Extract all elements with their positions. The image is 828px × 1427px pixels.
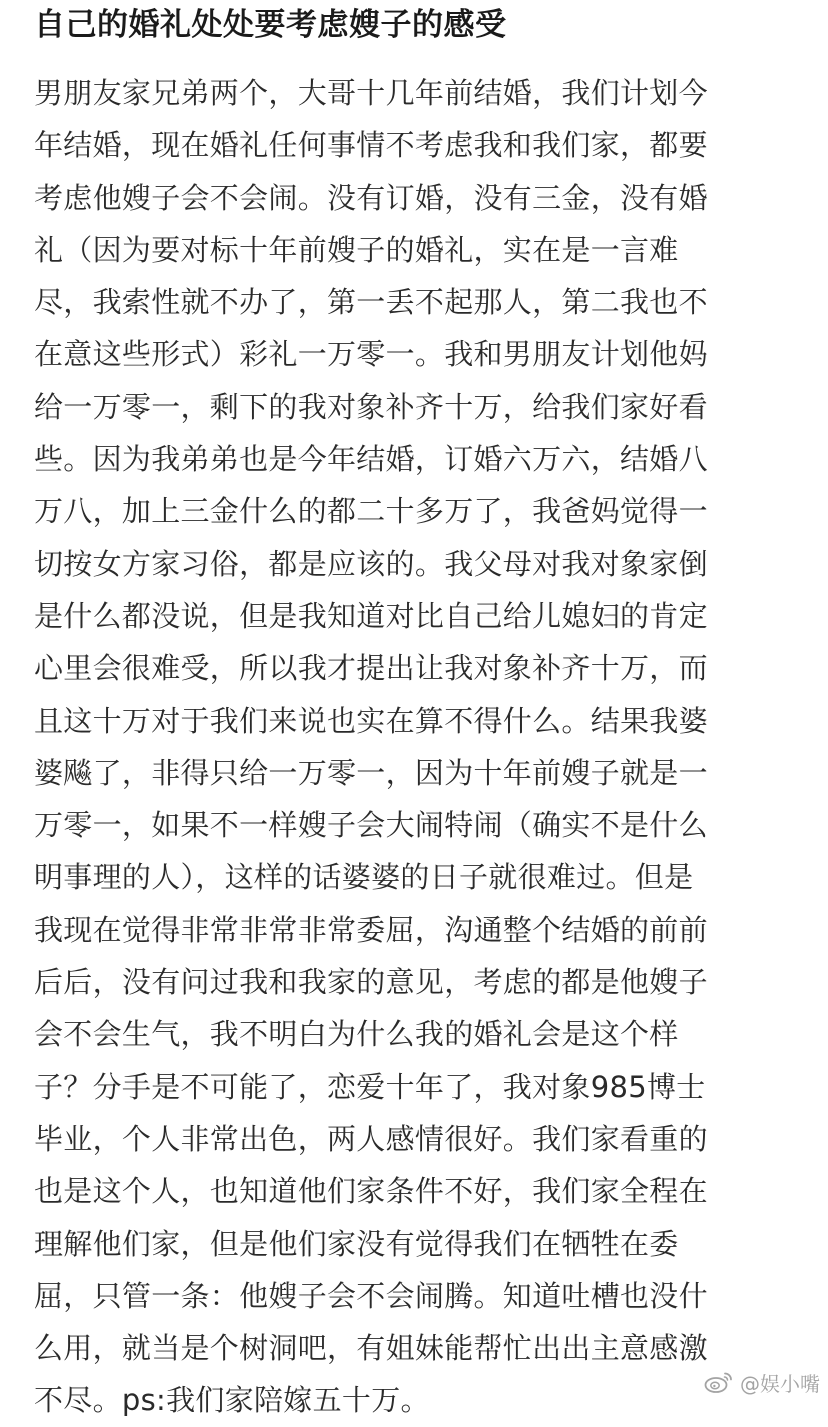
body-line: 也是这个人，也知道他们家条件不好，我们家全程在 — [34, 1174, 708, 1209]
body-line: 万八，加上三金什么的都二十多万了，我爸妈觉得一 — [34, 494, 708, 529]
body-line: 么用，就当是个树洞吧，有姐妹能帮忙出出主意感激 — [34, 1331, 708, 1366]
body-line: 且这十万对于我们来说也实在算不得什么。结果我婆 — [34, 703, 708, 738]
watermark — [704, 1367, 820, 1397]
body-line: 年结婚，现在婚礼任何事情不考虑我和我们家，都要 — [34, 128, 708, 163]
body-line: 男朋友家兄弟两个，大哥十几年前结婚，我们计划今 — [34, 76, 708, 110]
body-line: 明事理的人），这样的话婆婆的日子就很难过。但是 — [34, 860, 694, 895]
body-line: 切按女方家习俗，都是应该的。我父母对我对象家倒 — [34, 546, 708, 581]
body-line: 我现在觉得非常非常非常委屈，沟通整个结婚的前前 — [34, 912, 708, 947]
body-line: 后后，没有问过我和我家的意见，考虑的都是他嫂子 — [34, 965, 708, 1000]
body-line: 婆飚了，非得只给一万零一，因为十年前嫂子就是一 — [34, 755, 708, 790]
body-line: 心里会很难受，所以我才提出让我对象补齐十万，而 — [34, 651, 708, 686]
body-line: 给一万零一，剩下的我对象补齐十万，给我们家好看 — [34, 389, 708, 424]
post-body — [34, 67, 804, 1427]
body-line: 尽，我索性就不办了，第一丢不起那人，第二我也不 — [34, 285, 708, 320]
body-line: 会不会生气，我不明白为什么我的婚礼会是这个样 — [34, 1017, 679, 1052]
body-line: 考虑他嫂子会不会闹。没有订婚，没有三金，没有婚 — [34, 180, 708, 215]
body-line: 在意这些形式）彩礼一万零一。我和男朋友计划他妈 — [34, 337, 708, 372]
body-line: 毕业，个人非常出色，两人感情很好。我们家看重的 — [34, 1121, 708, 1156]
body-line: 理解他们家，但是他们家没有觉得我们在牺牲在委 — [34, 1226, 679, 1261]
watermark-handle: @娱小嘴 — [740, 1371, 820, 1396]
body-line: 子？分手是不可能了，恋爱十年了，我对象985博士 — [34, 1069, 706, 1104]
body-line: 屈，只管一条：他嫂子会不会闹腾。知道吐槽也没什 — [34, 1278, 708, 1313]
body-line: 不尽。ps:我们家陪嫁五十万。 — [34, 1383, 430, 1418]
body-line: 万零一，如果不一样嫂子会大闹特闹（确实不是什么 — [34, 808, 708, 843]
post-title: 自己的婚礼处处要考虑嫂子的感受 — [34, 7, 507, 43]
body-line: 是什么都没说，但是我知道对比自己给儿媳妇的肯定 — [34, 598, 708, 633]
body-line: 些。因为我弟弟也是今年结婚，订婚六万六，结婚八 — [34, 442, 708, 477]
weibo-logo-icon — [704, 1370, 734, 1394]
body-line: 礼（因为要对标十年前嫂子的婚礼，实在是一言难 — [34, 232, 679, 267]
